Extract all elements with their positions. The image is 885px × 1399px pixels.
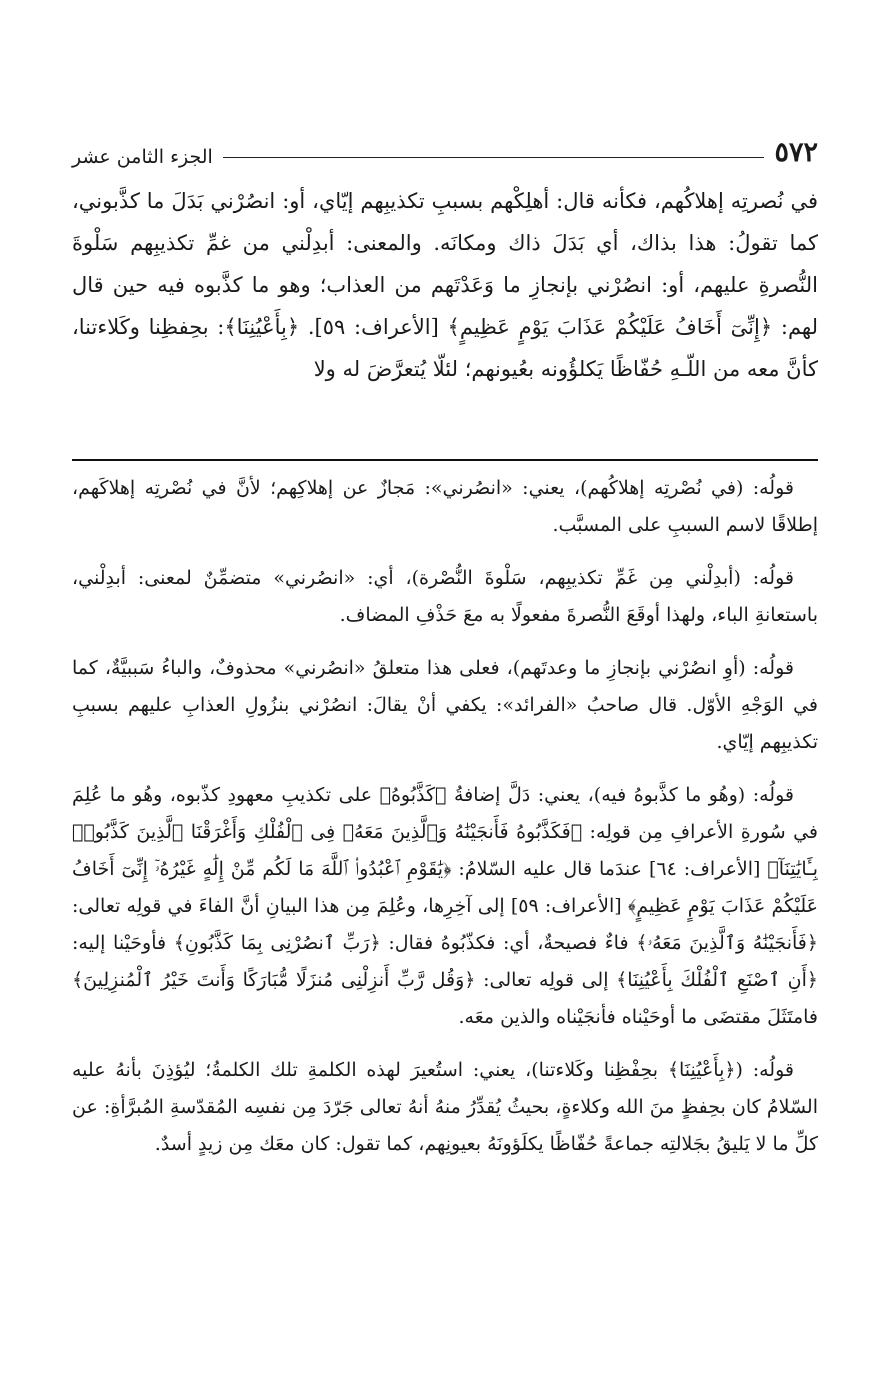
main-text: في نُصرتِه إهلاكُهم، فكأنه قال: أهلِكْهم بسببِ تكذيبِهم إيّاي، أو: انصُرْني بَدَلَ ما كذَّبوني، كما تقولُ: هذا بذاك، أي بَدَلَ ذاك ومكانَه. والمعنى: أبدِلْني من غمِّ تكذيبِهم سَلْوةَ النُّصرةِ عليهم، أو: انصُرْني بإنجازِ ما وَعَدْتَهم من العذاب؛ وهو ما كذَّبوه فيه حين قال لهم: ﴿إِنِّىٓ أَخَافُ عَلَيْكُمْ عَذَابَ يَوْمٍ عَظِيمٍ﴾ [الأعراف: ٥٩]. ﴿بِأَعْيُنِنَا﴾: بحِفظِنا وكَلاءتنا، كأنَّ معه من اللّـهِ حُفّاظًا يَكلؤُونه بعُيونهم؛ لئلّا يُتعرَّضَ له ولا (72, 189, 818, 381)
commentary-note: قولُه: (وهُو ما كذَّبوهُ فيه)، يعني: دَلَّ إضافةُ ﴿كَذَّبُوهُ﴾ على تكذيبِ معهودِ كذّبوه، وهُو ما عُلِمَ في سُورةِ الأعرافِ مِن قولِه: ﴿فَكَذَّبُوهُ فَأَنجَيْنَٰهُ وَٱلَّذِينَ مَعَهُۥ فِى ٱلْفُلْكِ وَأَغْرَقْنَا ٱلَّذِينَ كَذَّبُوا۟ بِـَٔايَٰتِنَآ﴾ [الأعراف: ٦٤] عندَما قال عليه السّلامُ: ﴿يَٰقَوْمِ ٱعْبُدُوا۟ ٱللَّهَ مَا لَكُم مِّنْ إِلَٰهٍ غَيْرُهُۥٓ إِنِّىٓ أَخَافُ عَلَيْكُمْ عَذَابَ يَوْمٍ عَظِيمٍ﴾ [الأعراف: ٥٩] إلى آخِرِها، وعُلِمَ مِن هذا البيانِ أنَّ الفاءَ في قولِه تعالى: ﴿فَأَنجَيْنَٰهُ وَٱلَّذِينَ مَعَهُۥ﴾ فاءٌ فصيحةٌ، أي: فكذّبُوهُ فقال: ﴿رَبِّ ٱنصُرْنِى بِمَا كَذَّبُونِ﴾ فأوحَيْنا إليه: ﴿أَنِ ٱصْنَعِ ٱلْفُلْكَ بِأَعْيُنِنَا﴾ إلى قولِه تعالى: ﴿وَقُل رَّبِّ أَنزِلْنِى مُنزَلًا مُّبَارَكًا وَأَنتَ خَيْرُ ٱلْمُنزِلِينَ﴾ فامتَثَلَ مقتضَى ما أوحَيْناه فأنجَيْناه والذين معَه. (72, 784, 818, 1028)
commentary-note: قولُه: (أبدِلْني مِن غَمِّ تكذيبِهم، سَلْوةَ النُّصْرة)، أي: «انصُرني» متضمِّنٌ لمعنى: أبدِلْني، باستعانةِ الباء، ولهذا أوقَعَ النُّصرةَ مفعولًا به معَ حَذْفِ المضاف. (72, 567, 818, 626)
commentary-notes (72, 470, 818, 1330)
commentary-note: قولُه: (﴿بِأَعْيُنِنَا﴾ بحِفْظِنا وكَلاءتنا)، يعني: استُعيرَ لهذه الكلمةِ تلك الكلمةُ؛ ليُؤذِنَ بأنهُ عليه السّلامُ كان بحِفظٍ منَ الله وكلاءةٍ، بحيثُ يُقدِّرُ منهُ أنهُ تعالى جَرّدَ مِن نفسِه المُقدّسةِ المُبرَّأةِ: عن كلِّ ما لا يَليقُ بجَلالتِه جماعةً حُفّاظًا يكلَؤونَهُ بعيونِهم، كما تقول: كان معَك مِن زيدٍ أسدٌ. (72, 1059, 818, 1155)
commentary-note: قولُه: (أوِ انصُرْني بإنجازِ ما وعدتَهم)، فعلى هذا متعلقُ «انصُرني» محذوفٌ، والباءُ سَببيَّةٌ، كما في الوَجْهِ الأوّل. قال صاحبُ «الفرائد»: يكفي أنْ يقالَ: انصُرْني بنزُولِ العذابِ عليهم بسببِ تكذيبِهم إيّاي. (72, 657, 818, 753)
running-title: الجزء الثامن عشر (72, 146, 213, 168)
page-number: ٥٧٢ (774, 137, 818, 168)
footnote-divider (72, 459, 818, 461)
commentary-note: قولُه: (في نُصْرتِه إهلاكُهم)، يعني: «انصُرني»: مَجازٌ عن إهلاكِهم؛ لأنَّ في نُصْرتِه إهلاكَهم، إطلاقًا لاسم السببِ على المسبَّب. (72, 477, 818, 536)
header-rule (223, 157, 765, 158)
page-header (72, 128, 818, 168)
